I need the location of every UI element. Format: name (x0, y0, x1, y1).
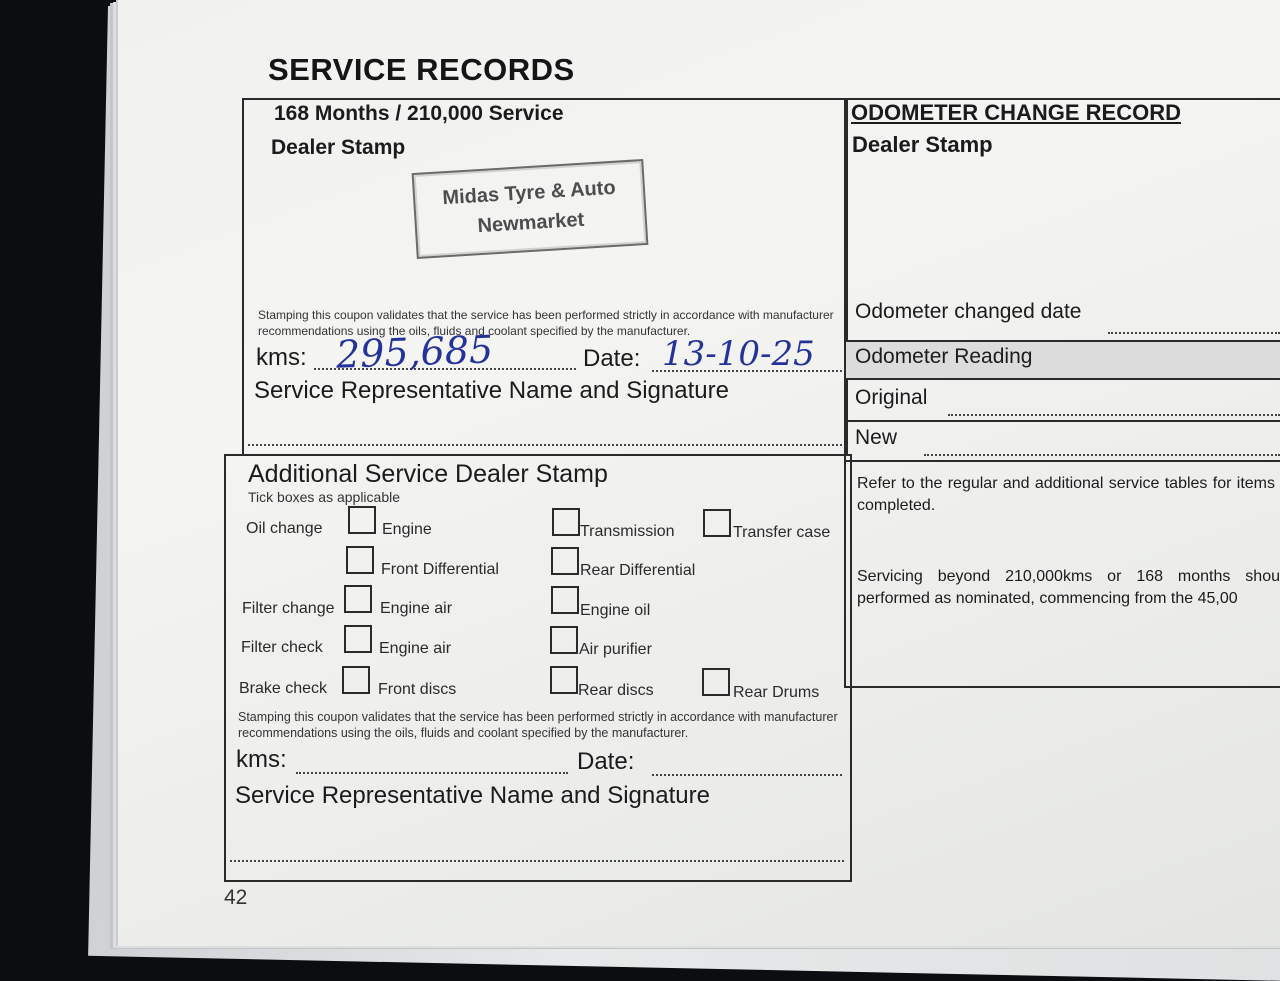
additional-date-line[interactable] (652, 774, 842, 776)
checkbox-filter-change-engine-oil[interactable] (551, 586, 579, 614)
odometer-rule-2 (846, 378, 1280, 380)
odometer-rule-3 (846, 420, 1280, 422)
dealer-stamp-line1: Midas Tyre & Auto (441, 176, 617, 210)
row-label-filter-check: Filter check (241, 639, 323, 656)
label-filter-change-engine-oil: Engine oil (580, 602, 651, 619)
label-filter-check-air-purifier: Air purifier (579, 641, 652, 658)
label-rear-differential: Rear Differential (580, 562, 696, 579)
checkbox-front-differential[interactable] (346, 546, 374, 574)
odometer-original-label: Original (855, 386, 928, 409)
service-168-heading: 168 Months / 210,000 Service (274, 102, 564, 125)
odometer-original-line[interactable] (948, 414, 1280, 416)
page-number: 42 (224, 886, 248, 909)
checkbox-front-discs[interactable] (342, 666, 370, 694)
label-oil-transfer-case: Transfer case (733, 524, 831, 541)
service-168-disclaimer: Stamping this coupon validates that the service has been performed strictly in accordance with manufacturer recommendations using the oils, fluids and coolant specified by the manufacturer. (258, 308, 834, 338)
dealer-stamp-line2: Newmarket (476, 208, 585, 238)
label-filter-change-engine-air: Engine air (380, 600, 453, 617)
odometer-new-line[interactable] (924, 454, 1280, 456)
checkbox-rear-drums[interactable] (702, 668, 730, 696)
odometer-changed-date-label: Odometer changed date (855, 300, 1082, 323)
checkbox-filter-change-engine-air[interactable] (344, 585, 372, 613)
label-oil-transmission: Transmission (580, 523, 675, 540)
additional-kms-line[interactable] (296, 772, 568, 774)
additional-service-subheading: Tick boxes as applicable (248, 489, 401, 505)
note-servicing-beyond: Servicing beyond 210,000kms or 168 months shou performed as nominated, commencing from the 45,00 (857, 568, 1280, 607)
service-168-signature-line (248, 444, 842, 446)
checkbox-oil-engine[interactable] (348, 506, 376, 534)
label-rear-discs: Rear discs (578, 682, 654, 699)
checkbox-oil-transfer-case[interactable] (703, 509, 731, 537)
additional-signature-line[interactable] (230, 860, 844, 862)
service-168-kms-label: kms: (256, 344, 307, 371)
note-refer-tables: Refer to the regular and additional service tables for items completed. (857, 475, 1275, 514)
checkbox-rear-discs[interactable] (550, 666, 578, 694)
additional-signature-label: Service Representative Name and Signature (235, 782, 710, 809)
label-front-differential: Front Differential (381, 561, 499, 578)
additional-date-label: Date: (577, 748, 635, 775)
odometer-reading-label: Odometer Reading (855, 345, 1033, 368)
label-filter-check-engine-air: Engine air (379, 640, 452, 657)
row-label-filter-change: Filter change (242, 600, 335, 617)
additional-service-heading: Additional Service Dealer Stamp (248, 460, 608, 488)
service-168-kms-value: 295,685 (335, 327, 494, 377)
label-rear-drums: Rear Drums (733, 684, 820, 701)
service-168-date-value: 13-10-25 (662, 334, 815, 374)
service-168-signature-label: Service Representative Name and Signature (254, 377, 729, 404)
service-168-dealer-stamp-label: Dealer Stamp (271, 136, 406, 159)
odometer-dealer-stamp-label: Dealer Stamp (852, 132, 993, 157)
odometer-new-label: New (855, 426, 898, 449)
odometer-changed-date-line[interactable] (1108, 332, 1280, 334)
dealer-stamp-image (412, 159, 649, 259)
odometer-heading: ODOMETER CHANGE RECORD (851, 100, 1182, 125)
label-front-discs: Front discs (378, 681, 457, 698)
checkbox-filter-check-air-purifier[interactable] (550, 626, 578, 654)
label-oil-engine: Engine (382, 521, 432, 538)
checkbox-filter-check-engine-air[interactable] (344, 625, 372, 653)
row-label-brake-check: Brake check (239, 680, 328, 697)
service-168-date-label: Date: (583, 345, 641, 372)
checkbox-oil-transmission[interactable] (552, 508, 580, 536)
additional-service-box (224, 454, 852, 882)
checkbox-rear-differential[interactable] (551, 547, 579, 575)
additional-service-disclaimer: Stamping this coupon validates that the service has been performed strictly in accordance with manufacturer recommendations using the oils, fluids and coolant specified by the manufacturer. (238, 710, 838, 740)
additional-kms-label: kms: (236, 746, 287, 773)
row-label-oil-change: Oil change (246, 520, 323, 537)
page-title: SERVICE RECORDS (268, 52, 575, 87)
